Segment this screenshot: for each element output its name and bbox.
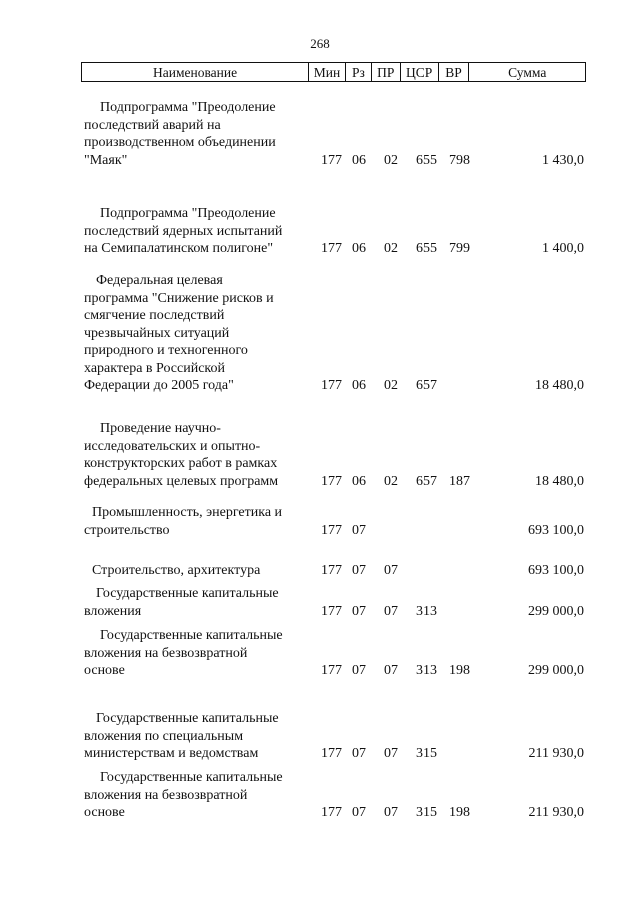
cell-min: 177: [321, 152, 342, 168]
row-name-line: Промышленность, энергетика и: [92, 505, 283, 520]
cell-rz: 06: [352, 473, 366, 489]
cell-rz: 07: [352, 603, 366, 619]
cell-pr: 07: [384, 805, 398, 820]
cell-pr: 07: [384, 663, 398, 678]
cell-csr: 315: [416, 746, 437, 761]
cell-csr: 657: [416, 378, 437, 393]
cell-sum: 211 930,0: [528, 805, 584, 820]
cell-rz: 07: [352, 522, 366, 538]
cell-csr: 655: [416, 152, 437, 168]
column-header-min: Мин: [309, 63, 346, 81]
cell-sum: 299 000,0: [528, 663, 584, 678]
cell-rz: 06: [352, 152, 366, 168]
cell-sum: 1 400,0: [542, 241, 584, 256]
cell-rz: 07: [352, 563, 366, 578]
row-name-line: Строительство, архитектура: [92, 563, 261, 578]
row-name-line: Государственные капитальные: [96, 586, 279, 601]
row-name-line: вложения на безвозвратной: [84, 787, 248, 803]
cell-min: 177: [321, 805, 342, 820]
cell-rz: 07: [352, 663, 366, 678]
cell-sum: 1 430,0: [542, 152, 584, 168]
row-name-line: программа "Снижение рисков и: [84, 290, 274, 306]
cell-csr: 313: [416, 603, 437, 619]
row-name-line: конструкторских работ в рамках: [84, 456, 278, 471]
cell-sum: 18 480,0: [535, 473, 584, 489]
row-name-line: на Семипалатинском полигоне": [84, 241, 274, 256]
cell-sum: 693 100,0: [528, 522, 584, 538]
cell-min: 177: [321, 522, 342, 538]
row-name-line: чрезвычайных ситуаций: [84, 325, 230, 341]
cell-min: 177: [321, 563, 342, 578]
column-header-vr: ВР: [439, 63, 470, 81]
row-name-line: Федеральная целевая: [96, 273, 223, 288]
row-name-line: Подпрограмма "Преодоление: [100, 206, 276, 221]
row-name-line: федеральных целевых программ: [84, 473, 279, 489]
row-name-line: строительство: [84, 522, 170, 538]
cell-csr: 313: [416, 663, 437, 678]
row-name-line: производственном объединении: [84, 135, 276, 150]
row-name-line: природного и техногенного: [84, 343, 248, 358]
row-name-line: характера в Российской: [84, 360, 226, 376]
cell-pr: 02: [384, 378, 398, 393]
row-name-line: вложения: [84, 603, 142, 619]
row-name-line: основе: [84, 663, 125, 678]
cell-vr: 187: [449, 473, 470, 489]
row-name-line: Проведение научно-: [100, 421, 221, 436]
row-name-line: Федерации до 2005 года": [84, 378, 234, 393]
cell-pr: 07: [384, 563, 398, 578]
cell-pr: 07: [384, 603, 398, 619]
row-name-line: Государственные капитальные: [100, 770, 283, 785]
column-header-csr: ЦСР: [401, 63, 439, 81]
row-name-line: министерствам и ведомствам: [84, 746, 259, 761]
cell-vr: 198: [449, 663, 470, 678]
table-header: [81, 62, 586, 82]
cell-rz: 07: [352, 805, 366, 820]
cell-sum: 211 930,0: [528, 746, 584, 761]
cell-min: 177: [321, 378, 342, 393]
cell-sum: 299 000,0: [528, 603, 584, 619]
cell-min: 177: [321, 473, 342, 489]
cell-rz: 06: [352, 241, 366, 256]
cell-vr: 799: [449, 241, 470, 256]
row-name-line: "Маяк": [84, 152, 128, 168]
row-name-line: смягчение последствий: [84, 308, 225, 323]
row-name-line: основе: [84, 805, 125, 820]
cell-rz: 06: [352, 378, 366, 393]
cell-pr: 02: [384, 241, 398, 256]
cell-min: 177: [321, 746, 342, 761]
column-header-rz: Рз: [346, 63, 372, 81]
cell-sum: 693 100,0: [528, 563, 584, 578]
cell-min: 177: [321, 603, 342, 619]
row-name-line: Подпрограмма "Преодоление: [100, 100, 276, 115]
column-header-name: Наименование: [82, 63, 309, 81]
row-name-line: последствий ядерных испытаний: [84, 223, 283, 239]
cell-rz: 07: [352, 746, 366, 761]
row-name-line: Государственные капитальные: [100, 628, 283, 643]
row-name-line: последствий аварий на: [84, 117, 221, 133]
cell-min: 177: [321, 241, 342, 256]
cell-vr: 198: [449, 805, 470, 820]
cell-pr: 02: [384, 473, 398, 489]
cell-csr: 657: [416, 473, 437, 489]
row-name-line: исследовательских и опытно-: [84, 438, 261, 454]
row-name-line: вложения по специальным: [84, 728, 244, 744]
row-name-line: Государственные капитальные: [96, 711, 279, 726]
column-header-pr: ПР: [372, 63, 401, 81]
cell-pr: 02: [384, 152, 398, 168]
cell-csr: 315: [416, 805, 437, 820]
cell-vr: 798: [449, 152, 470, 168]
cell-min: 177: [321, 663, 342, 678]
cell-csr: 655: [416, 241, 437, 256]
row-name-line: вложения на безвозвратной: [84, 645, 248, 661]
page-number: 268: [310, 36, 330, 51]
cell-pr: 07: [384, 746, 398, 761]
column-header-sum: Сумма: [508, 65, 547, 80]
cell-sum: 18 480,0: [535, 378, 584, 393]
